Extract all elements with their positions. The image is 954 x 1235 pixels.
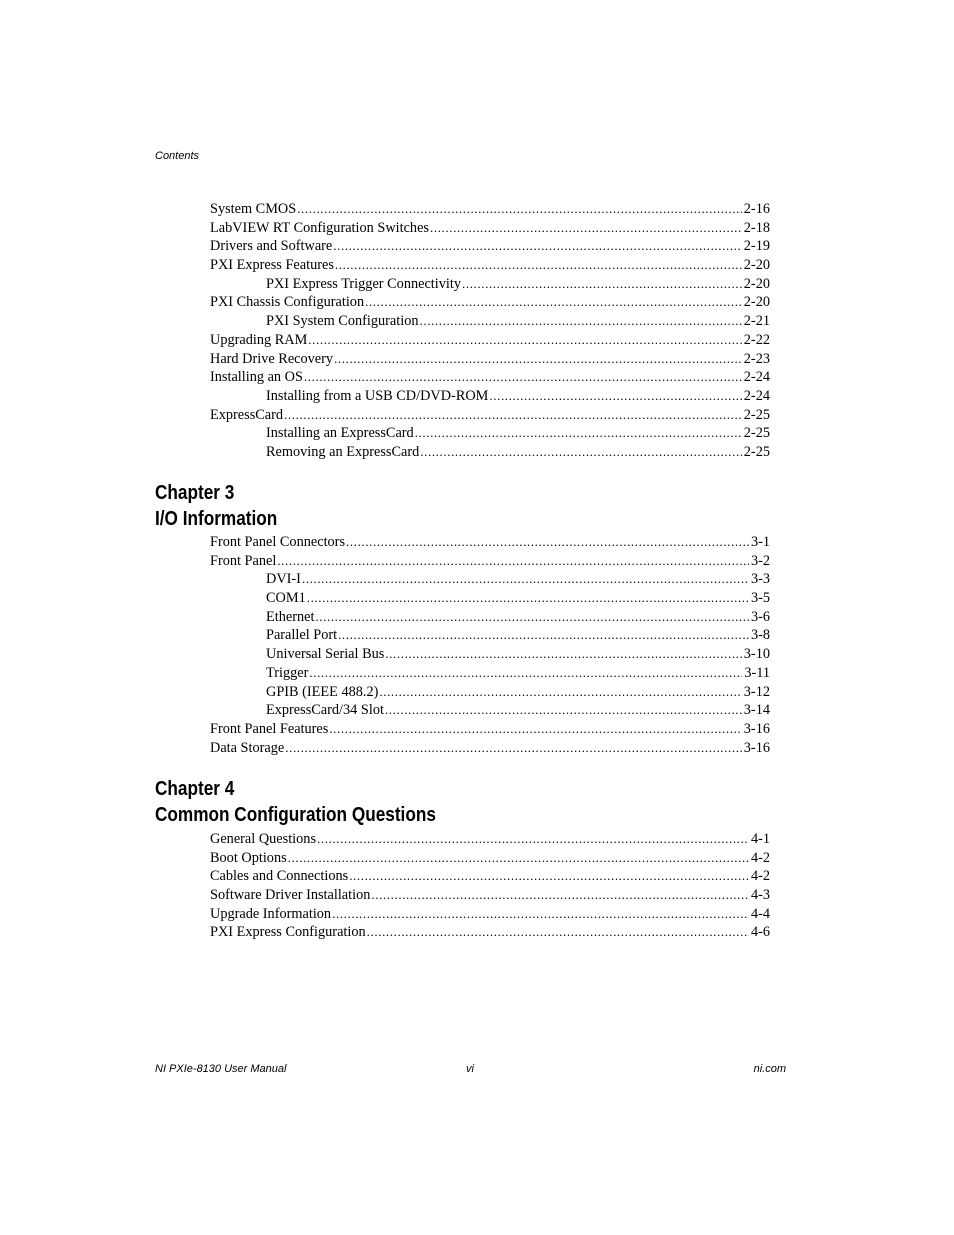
toc-entry-page: 2-25	[743, 443, 770, 460]
toc-entry-page: 2-18	[743, 219, 770, 236]
toc-entry-title: PXI Express Configuration	[210, 924, 366, 941]
toc-entry[interactable]	[210, 626, 770, 645]
toc-entry-title: Universal Serial Bus	[266, 646, 385, 663]
toc-entry-title: Front Panel Features	[210, 720, 329, 737]
toc-entry-page: 3-12	[743, 683, 770, 700]
toc-entry-title: Drivers and Software	[210, 238, 333, 255]
toc-entry[interactable]	[210, 645, 770, 664]
page-footer	[155, 1063, 786, 1079]
toc-dot-leader	[309, 664, 742, 683]
toc-dot-leader	[335, 256, 742, 275]
running-head: Contents	[155, 150, 200, 162]
toc-entry-page: 2-21	[743, 313, 770, 330]
toc-dot-leader	[315, 608, 749, 627]
toc-entry-page: 3-1	[750, 534, 770, 550]
toc-entry-title: Front Panel Connectors	[210, 534, 346, 550]
toc-entry-page: 3-3	[750, 571, 770, 588]
toc-entry-page: 4-4	[750, 905, 770, 922]
toc-entry-page: 2-20	[743, 257, 770, 274]
chapter-4-label: Chapter 4	[155, 778, 235, 800]
toc-entry[interactable]	[210, 923, 770, 942]
toc-entry-page: 4-1	[750, 831, 770, 847]
toc-entry[interactable]	[210, 867, 770, 886]
toc-entry[interactable]	[210, 275, 770, 294]
toc-dot-leader	[385, 701, 742, 720]
toc-dot-leader	[379, 683, 741, 702]
toc-entry[interactable]	[210, 424, 770, 443]
chapter-3-heading	[155, 480, 277, 532]
toc-entry-title: LabVIEW RT Configuration Switches	[210, 219, 429, 236]
toc-entry[interactable]	[210, 387, 770, 406]
toc-dot-leader	[307, 589, 749, 608]
toc-entry[interactable]	[210, 905, 770, 924]
toc-entry-page: 3-8	[750, 627, 770, 644]
toc-entry[interactable]	[210, 886, 770, 905]
toc-dot-leader	[385, 645, 741, 664]
toc-dot-leader	[302, 570, 749, 589]
toc-dot-leader	[371, 886, 749, 905]
toc-entry-title: Trigger	[266, 664, 309, 681]
toc-chapter-3	[210, 533, 770, 757]
toc-entry[interactable]	[210, 237, 770, 256]
footer-manual-title: NI PXIe-8130 User Manual	[155, 1063, 287, 1075]
toc-entry[interactable]	[210, 368, 770, 387]
toc-dot-leader	[349, 867, 749, 886]
toc-entry-page: 2-22	[743, 331, 770, 348]
toc-dot-leader	[317, 830, 749, 849]
toc-entry-title: Removing an ExpressCard	[266, 443, 420, 460]
toc-entry-page: 2-24	[743, 387, 770, 404]
toc-dot-leader	[489, 387, 741, 406]
toc-dot-leader	[329, 720, 741, 739]
toc-entry-page: 2-19	[743, 238, 770, 255]
toc-entry[interactable]	[210, 219, 770, 238]
toc-entry-page: 3-5	[750, 590, 770, 607]
toc-entry-title: PXI Chassis Configuration	[210, 294, 365, 311]
toc-entry[interactable]	[210, 664, 770, 683]
toc-entry-page: 2-16	[743, 201, 770, 217]
toc-entry[interactable]	[210, 293, 770, 312]
toc-entry[interactable]	[210, 533, 770, 552]
toc-dot-leader	[334, 350, 742, 369]
toc-entry-title: Installing an OS	[210, 369, 303, 386]
toc-entry-title: Cables and Connections	[210, 868, 349, 885]
toc-dot-leader	[288, 849, 749, 868]
toc-dot-leader	[297, 200, 742, 219]
toc-entry-title: Front Panel	[210, 552, 277, 569]
toc-entry[interactable]	[210, 200, 770, 219]
toc-entry-title: Hard Drive Recovery	[210, 350, 334, 367]
toc-entry-page: 3-14	[743, 702, 770, 719]
toc-entry-title: System CMOS	[210, 201, 297, 217]
toc-chapter-2-continued	[210, 200, 770, 462]
toc-entry[interactable]	[210, 312, 770, 331]
toc-entry[interactable]	[210, 552, 770, 571]
toc-entry-page: 2-25	[743, 406, 770, 423]
toc-dot-leader	[420, 312, 742, 331]
toc-entry-page: 3-10	[743, 646, 770, 663]
toc-entry-page: 2-23	[743, 350, 770, 367]
toc-entry-page: 3-2	[750, 552, 770, 569]
toc-dot-leader	[415, 424, 742, 443]
toc-entry-page: 3-11	[744, 664, 770, 681]
toc-dot-leader	[332, 905, 749, 924]
chapter-4-title: Common Configuration Questions	[155, 804, 436, 826]
toc-entry-page: 3-16	[743, 739, 770, 756]
toc-entry-title: PXI Express Trigger Connectivity	[266, 275, 461, 292]
toc-entry-title: PXI Express Features	[210, 257, 334, 274]
toc-dot-leader	[346, 533, 749, 552]
toc-dot-leader	[333, 237, 742, 256]
toc-entry[interactable]	[210, 589, 770, 608]
toc-entry[interactable]	[210, 350, 770, 369]
toc-dot-leader	[338, 626, 749, 645]
toc-entry-title: Software Driver Installation	[210, 887, 371, 904]
toc-entry-page: 2-25	[743, 425, 770, 442]
toc-entry-title: General Questions	[210, 831, 317, 847]
toc-entry-page: 2-24	[743, 369, 770, 386]
toc-entry[interactable]	[210, 739, 770, 758]
toc-dot-leader	[277, 552, 749, 571]
footer-website: ni.com	[753, 1063, 786, 1075]
toc-entry[interactable]	[210, 608, 770, 627]
toc-entry-page: 2-20	[743, 294, 770, 311]
toc-entry-title: Upgrading RAM	[210, 331, 308, 348]
toc-dot-leader	[462, 275, 742, 294]
toc-chapter-4	[210, 830, 770, 942]
toc-entry-page: 4-6	[750, 924, 770, 941]
toc-entry[interactable]	[210, 256, 770, 275]
chapter-4-heading	[155, 776, 436, 828]
toc-entry-page: 4-2	[750, 849, 770, 866]
toc-entry-title: COM1	[266, 590, 306, 607]
toc-entry-title: PXI System Configuration	[266, 313, 419, 330]
toc-entry[interactable]	[210, 570, 770, 589]
toc-entry-title: Parallel Port	[266, 627, 338, 644]
toc-entry[interactable]	[210, 683, 770, 702]
toc-dot-leader	[285, 739, 742, 758]
toc-entry[interactable]	[210, 701, 770, 720]
toc-entry[interactable]	[210, 443, 770, 462]
toc-dot-leader	[430, 219, 742, 238]
toc-entry-title: ExpressCard	[210, 406, 284, 423]
toc-entry-title: Installing from a USB CD/DVD-ROM	[266, 387, 489, 404]
toc-entry-page: 4-2	[750, 868, 770, 885]
toc-entry[interactable]	[210, 849, 770, 868]
toc-entry[interactable]	[210, 331, 770, 350]
toc-entry-title: Data Storage	[210, 739, 285, 756]
toc-entry-title: ExpressCard/34 Slot	[266, 702, 384, 719]
chapter-3-label: Chapter 3	[155, 482, 235, 504]
toc-dot-leader	[420, 443, 742, 462]
toc-entry-page: 3-6	[750, 608, 770, 625]
toc-entry-page: 3-16	[743, 720, 770, 737]
footer-page-number: vi	[466, 1063, 474, 1075]
chapter-3-title: I/O Information	[155, 508, 278, 530]
toc-entry-title: GPIB (IEEE 488.2)	[266, 683, 379, 700]
toc-dot-leader	[367, 923, 749, 942]
toc-entry-title: Boot Options	[210, 849, 287, 866]
toc-entry-title: Ethernet	[266, 608, 315, 625]
toc-entry-title: DVI-I	[266, 571, 301, 588]
toc-dot-leader	[308, 331, 741, 350]
toc-entry-title: Upgrade Information	[210, 905, 332, 922]
toc-entry[interactable]	[210, 720, 770, 739]
toc-entry-page: 2-20	[743, 275, 770, 292]
toc-dot-leader	[304, 368, 742, 387]
toc-dot-leader	[365, 293, 742, 312]
toc-entry-page: 4-3	[750, 887, 770, 904]
toc-entry-title: Installing an ExpressCard	[266, 425, 414, 442]
toc-dot-leader	[284, 406, 742, 425]
toc-entry[interactable]	[210, 406, 770, 425]
toc-entry[interactable]	[210, 830, 770, 849]
